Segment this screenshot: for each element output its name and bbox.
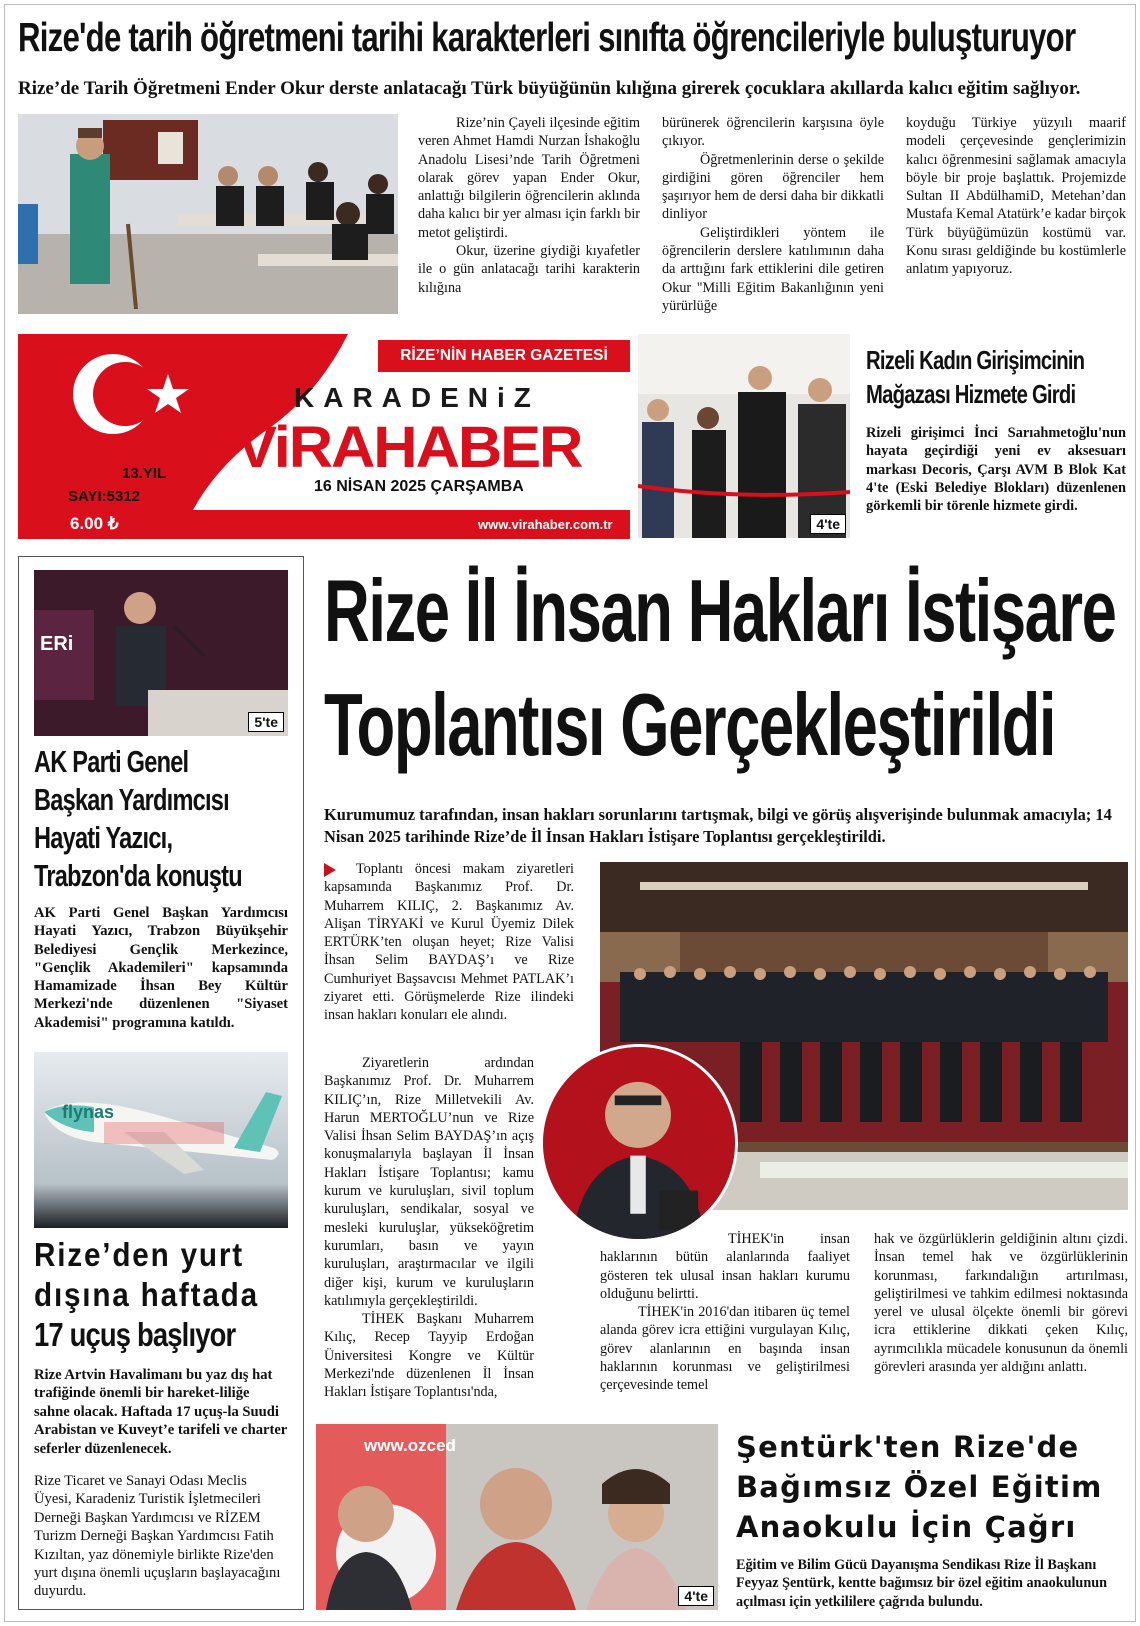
yazici-headline-2: Başkan Yardımcısı: [34, 782, 229, 817]
main-text: hak ve özgürlüklerin geldiğinin altını çizdi. İnsan temel hak ve özgürlüklerinin korunması, farkındalığın artırılması, geliştirilmesi ve tahkim edilmesi noktasında yerel ve ulusal ölçekte önemli bir görevi icra ettiklerine dikkati çeken Kılıç, ayrımcılıkla mücadele konusunun da önemli görevleri arasında yer aldığını anlattı.: [874, 1231, 1128, 1376]
masthead: [18, 334, 630, 539]
flight-headline-2: dışına haftada: [34, 1276, 259, 1313]
masthead-url[interactable]: www.virahaber.com.tr: [478, 517, 613, 532]
red-arrow-icon: [324, 863, 336, 877]
top-story-col-1: [418, 114, 640, 318]
masthead-year: 13.YIL: [122, 465, 167, 482]
main-headline-2: Toplantısı Gerçekleştirildi: [324, 675, 1056, 774]
svg-text:flynas: flynas: [62, 1102, 115, 1122]
main-col-1a: [324, 860, 574, 1054]
main-headline-1: Rize İl İnsan Hakları İstişare: [324, 561, 1116, 660]
yazici-headline-3: Hayati Yazıcı,: [34, 820, 173, 855]
main-text: Toplantı öncesi makam ziyaretleri kapsamında Başkanımız Prof. Dr. Muharrem KILIÇ, 2. Başkanımız Av. Alişan TİRYAKİ ve Kurul Üyemiz Dilek ERTÜRK’ten oluşan heyet; Rize Valisi İhsan Selim BAYDAŞ’ı ve Rize Cumhuriyet Başsavcısı Mehmet PATLAK’ı ziyaret etti. Görüşmelerde Rize ilindeki insan hakları konuları ele alındı.: [324, 861, 574, 1024]
masthead-date: 16 NİSAN 2025 ÇARŞAMBA: [314, 478, 524, 495]
school-deck: Eğitim ve Bilim Gücü Dayanışma Sendikası Rize İl Başkanı Feyyaz Şentürk, kentte bağımsız bir özel eğitim anaokulunun açılması için yetkililere çağrıda bulundu.: [736, 1557, 1107, 1610]
svg-text:ERi: ERi: [40, 633, 74, 655]
top-story-text: Okur, üzerine giydiği kıyafetler ile o gün anlatacağı tarihi karakterin kılığına: [418, 243, 640, 296]
flight-body: Rize Ticaret ve Sanayi Odası Meclis Üyesi, Karadeniz Turistik İşletmecileri Derneği Başkan Yardımcısı ve RİZEM Turizm Derneği Başkan Yardımcısı Fatih Kızıltan, yaz dönemiyle birlikte Rize'den yurt dışına önemli uçuşların başlayacağını duyurdu.: [34, 1473, 281, 1600]
main-text: TİHEK Başkanı Muharrem Kılıç, Recep Tayyip Erdoğan Üniversitesi Kongre ve Kültür Merkezi'nde düzenlenen İl İnsan Hakları İstişare Toplantısı'nda,: [324, 1311, 534, 1401]
yazici-body: AK Parti Genel Başkan Yardımcısı Hayati Yazıcı, Trabzon Büyükşehir Belediyesi Gençlik Merkezince, "Gençlik Akademileri" kapsamında Hamamizade İhsan Bey Kültür Merkezi'nde düzenlenen "Siyaset Akademisi" programına katıldı.: [34, 905, 288, 1031]
photo-watermark-text: www.ozced: [364, 1436, 456, 1455]
page-ref-badge: 4'te: [678, 1586, 714, 1606]
page-ref-badge: 4'te: [810, 514, 846, 534]
masthead-brand: ViRAHABER: [236, 415, 582, 480]
yazici-headline-1: AK Parti Genel: [34, 744, 189, 779]
store-headline-1: Rizeli Kadın Girişimcinin: [866, 345, 1085, 375]
school-headline-2: Bağımsız Özel Eğitim: [736, 1470, 1103, 1504]
masthead-tagline: RİZE’NİN HABER GAZETESİ: [378, 340, 630, 372]
top-story-text: bürünerek öğrencilerin karşısına öyle çıkıyor.: [662, 115, 884, 150]
store-body: Rizeli girişimci İnci Sarıahmetoğlu'nun hayata geçirdiği yeni ev aksesuarı markası Decoris, Çarşı AVM B Blok Kat 4'te (Eski Belediye Blokları) düzenlenen görkemli bir törenle hizmete girdi.: [866, 425, 1126, 515]
store-headline-2: Mağazası Hizmete Girdi: [866, 379, 1076, 409]
yazici-speech-photo: [34, 570, 288, 736]
yazici-headline-4: Trabzon'da konuştu: [34, 858, 242, 893]
school-headline-3: Anaokulu İçin Çağrı: [736, 1510, 1077, 1544]
top-story-text: Öğretmenlerinin derse o şekilde girdiğini gören öğrenciler hem şaşırıyor hem de dersi daha bir dikkatli dinliyor: [662, 151, 884, 223]
main-text: TİHEK'in 2016'dan itibaren üç temel alanda görev icra ettiğini vurgulayan Kılıç, görev alanlarının en başında insan haklarının korunması ve geliştirilmesi çerçevesinde temel: [600, 1304, 850, 1394]
ribbon-cutting-photo: [638, 334, 850, 538]
flight-headline-3: 17 uçuş başlıyor: [34, 1316, 236, 1353]
page-ref-badge: 5'te: [248, 712, 284, 732]
top-story-col-2: [662, 114, 884, 318]
main-text: TİHEK'in insan haklarının bütün alanlarında faaliyet gösteren tek ulusal insan hakları kurumu olduğunu belirtti.: [600, 1231, 850, 1302]
masthead-price: 6.00 ₺: [70, 514, 119, 533]
top-story-text: Rize’nin Çayeli ilçesinde eğitim veren Ahmet Hamdi Nurzan İshakoğlu Anadolu Lisesi’nde Tarih Öğretmeni olarak görev yapan Ender Okur, anlattığı bilgilerin öğrencilerin aklında daha kalıcı bir yer alması için farklı bir metot geliştirdi.: [418, 115, 640, 241]
main-col-3: [874, 1230, 1128, 1416]
main-deck: Kurumumuz tarafından, insan hakları sorunlarını tartışmak, bilgi ve görüş alışverişinde bulunmak amacıyla; 14 Nisan 2025 tarihinde Rize’de İl İnsan Hakları İstişare Toplantısı gerçekleştirildi.: [324, 805, 1112, 846]
teacher-classroom-photo: [18, 114, 398, 314]
kilic-portrait-photo: [540, 1044, 738, 1242]
masthead-karadeniz: KARADENiZ: [294, 382, 540, 413]
flight-deck: Rize Artvin Havalimanı bu yaz dış hat trafiğinde önemli bir hareket-liliğe sahne olacak. Haftada 17 uçuş-la Suudi Arabistan ve Kuveyt’e tarifeli ve charter seferler düzenlenecek.: [34, 1367, 288, 1457]
school-headline-1: Şentürk'ten Rize'de: [736, 1430, 1080, 1464]
top-story-text: Geliştirdikleri yöntem ile öğrencilerin derslere katılımının daha da arttığını fark ettiklerini dile getiren Okur "Milli Eğitim Bakanlığının yeni yürürlüğe: [662, 224, 884, 314]
main-text: Ziyaretlerin ardından Başkanımız Prof. Dr. Muharrem KILIÇ’ın, Rize Milletvekili Av. Harun MERTOĞLU’nun ve Rize Valisi İhsan Selim BAYDAŞ’ın açış konuşmalarıyla başlayan İl İnsan Hakları İstişare Toplantısı; kamu kurum ve kuruluşları, sivil toplum kuruluşları, sendikalar, sosyal ve mesleki kuruluşlar, yükseköğretim kurumları, basın ve yayın kuruluşları, araştırmacılar ve ilgili diğer kişi, kurum ve kuruluşların katılımıyla gerçekleştirildi.: [324, 1055, 534, 1309]
top-story-col-3: [906, 114, 1126, 318]
top-story-text: koyduğu Türkiye yüzyılı maarif modeli çerçevesinde gençlerimizin kalıcı öğrenmesini sağlamak amacıyla böyle bir proje başlattık. Projemizde Sultan II AbdülhamiD, Metehan’dan Mustafa Kemal Atatürk’e kadar birçok Türk büyüğümüzün kostümü var. Konu sırası geldiğinde bu kostümlerle anlatım yapıyoruz.: [906, 115, 1126, 278]
masthead-issue: SAYI:5312: [68, 488, 140, 505]
flight-headline-1: Rize’den yurt: [34, 1236, 244, 1273]
airplane-photo: [34, 1052, 288, 1228]
main-col-1b: [324, 1054, 534, 1414]
top-deck: Rize’de Tarih Öğretmeni Ender Okur derste anlatacağı Türk büyüğünün kılığına girerek çocuklara akıllarda kalıcı eğitim sağlıyor.: [18, 78, 1081, 99]
top-headline: Rize'de tarih öğretmeni tarihi karakterleri sınıfta öğrencileriyle buluşturuyor: [18, 14, 1076, 60]
main-col-2: [600, 1230, 850, 1416]
special-education-photo: [316, 1424, 718, 1610]
